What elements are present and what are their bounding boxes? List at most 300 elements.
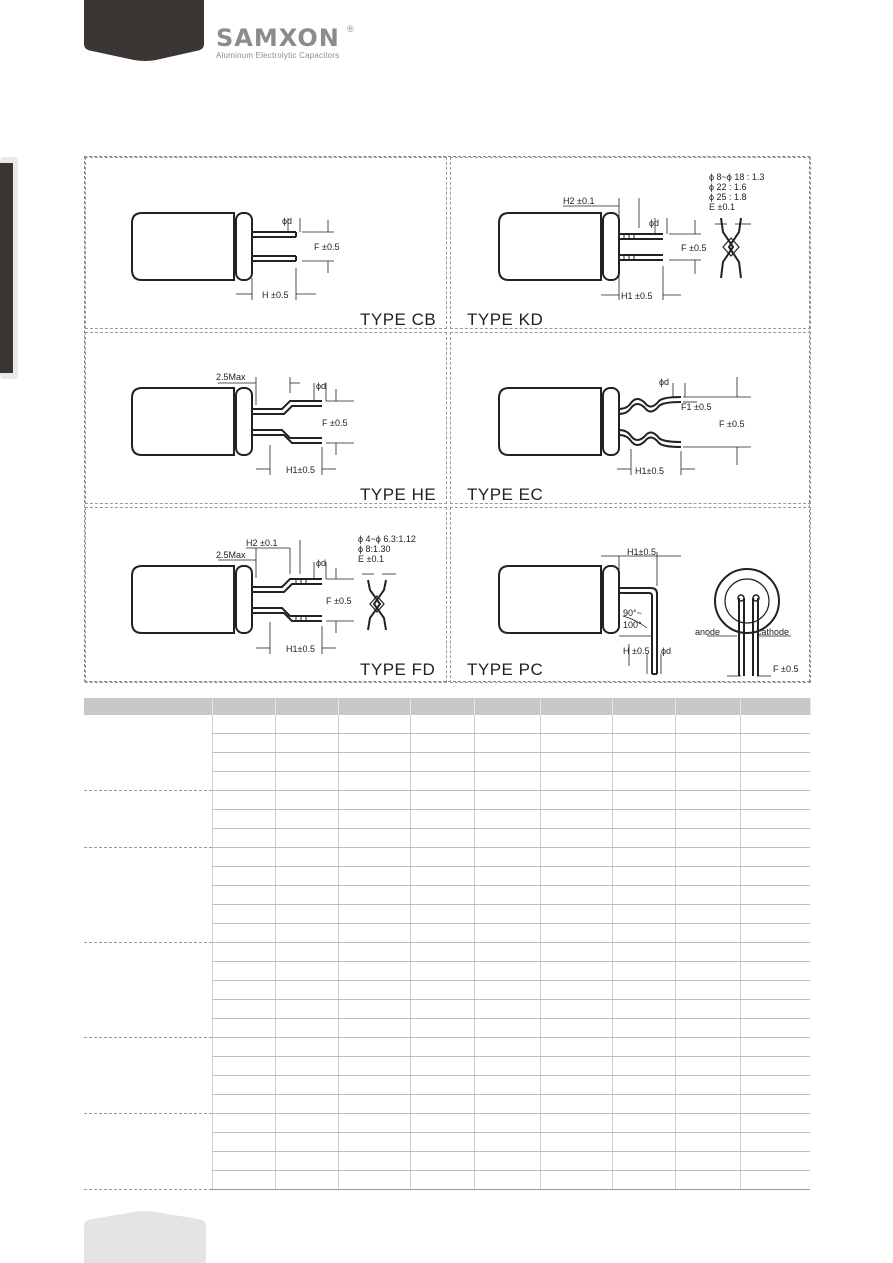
header-tab (84, 0, 204, 64)
table-cell (675, 1000, 740, 1019)
table-cell (338, 734, 410, 753)
table-cell (540, 1076, 612, 1095)
brand-logo (216, 24, 354, 60)
table-cell (410, 1038, 474, 1057)
table-cell (410, 753, 474, 772)
table-cell (212, 962, 275, 981)
table-cell (740, 810, 810, 829)
type-pc-angle-2: 100° (623, 620, 642, 630)
table-cell (740, 1076, 810, 1095)
table-cell (675, 810, 740, 829)
table-cell (675, 772, 740, 791)
table-cell (474, 1076, 540, 1095)
table-cell (740, 1114, 810, 1133)
table-cell (540, 734, 612, 753)
table-cell (612, 943, 675, 962)
table-cell (540, 867, 612, 886)
table-cell (740, 715, 810, 734)
table-cell (338, 1133, 410, 1152)
table-cell (540, 962, 612, 981)
table-cell (212, 1000, 275, 1019)
table-cell (675, 905, 740, 924)
table-cell (338, 886, 410, 905)
table-cell (675, 829, 740, 848)
table-cell (740, 1095, 810, 1114)
table-group-cell (84, 848, 212, 943)
table-cell (212, 753, 275, 772)
table-cell (275, 1038, 338, 1057)
table-cell (740, 924, 810, 943)
table-cell (740, 734, 810, 753)
table-cell (675, 1133, 740, 1152)
table-cell (612, 867, 675, 886)
side-tab (0, 157, 18, 379)
table-header-cell (212, 698, 275, 715)
table-cell (540, 753, 612, 772)
type-fd-phi-d-label: ϕd (316, 558, 327, 568)
table-cell (338, 905, 410, 924)
table-cell (338, 1076, 410, 1095)
table-cell (540, 1095, 612, 1114)
table-cell (740, 1019, 810, 1038)
table-cell (740, 1000, 810, 1019)
table-cell (740, 1057, 810, 1076)
type-cb-f-label: F ±0.5 (314, 242, 340, 252)
table-cell (275, 1171, 338, 1190)
table-cell (338, 772, 410, 791)
type-kd-f-label: F ±0.5 (681, 243, 707, 253)
table-cell (474, 1057, 540, 1076)
table-cell (212, 1076, 275, 1095)
table-cell (275, 753, 338, 772)
type-kd-phi-d-label: ϕd (649, 218, 660, 228)
table-cell (474, 734, 540, 753)
panel-type-cb (85, 157, 447, 329)
table-cell (474, 1152, 540, 1171)
table-cell (275, 1019, 338, 1038)
type-cb-phi-d-label: ϕd (282, 216, 293, 226)
type-ec-f1-label: F1 ±0.5 (681, 402, 712, 412)
type-ec-f-label: F ±0.5 (719, 419, 745, 429)
table-cell (612, 810, 675, 829)
table-cell (338, 848, 410, 867)
table-cell (212, 886, 275, 905)
table-cell (675, 1038, 740, 1057)
table-cell (675, 1152, 740, 1171)
table-cell (612, 734, 675, 753)
table-cell (540, 1057, 612, 1076)
table-cell (675, 886, 740, 905)
table-cell (675, 981, 740, 1000)
table-cell (212, 1133, 275, 1152)
table-cell (212, 1171, 275, 1190)
table-cell (540, 1000, 612, 1019)
table-cell (410, 715, 474, 734)
dimension-table (84, 698, 811, 1190)
type-ec-phi-d-label: ϕd (659, 377, 670, 387)
type-fd-h1-label: H1±0.5 (286, 644, 315, 654)
table-cell (474, 1133, 540, 1152)
table-row (84, 791, 810, 810)
table-cell (612, 848, 675, 867)
table-header-cell (474, 698, 540, 715)
table-cell (740, 1171, 810, 1190)
table-cell (675, 791, 740, 810)
table-cell (338, 829, 410, 848)
table-cell (612, 791, 675, 810)
table-cell (410, 829, 474, 848)
table-cell (540, 848, 612, 867)
type-cb-h-label: H ±0.5 (262, 290, 289, 300)
table-cell (612, 1057, 675, 1076)
table-cell (410, 734, 474, 753)
table-cell (740, 1152, 810, 1171)
table-cell (410, 1152, 474, 1171)
table-cell (212, 1095, 275, 1114)
type-kd-title: TYPE KD (467, 310, 544, 329)
table-row (84, 1038, 810, 1057)
table-cell (740, 848, 810, 867)
table-cell (740, 943, 810, 962)
table-cell (540, 905, 612, 924)
table-cell (740, 962, 810, 981)
table-header-cell (540, 698, 612, 715)
table-cell (540, 981, 612, 1000)
type-kd-note-3: ϕ 25 : 1.8 (709, 192, 747, 202)
table-header-cell (84, 698, 212, 715)
type-he-h1-label: H1±0.5 (286, 465, 315, 475)
type-fd-note-2: ϕ 8:1.30 (358, 544, 391, 554)
table-cell (212, 981, 275, 1000)
table-cell (212, 924, 275, 943)
table-cell (474, 924, 540, 943)
table-cell (410, 1133, 474, 1152)
table-cell (212, 1057, 275, 1076)
table-cell (474, 829, 540, 848)
table-cell (474, 1114, 540, 1133)
table-cell (212, 905, 275, 924)
table-cell (338, 943, 410, 962)
table-cell (338, 1057, 410, 1076)
table-cell (675, 734, 740, 753)
table-cell (540, 791, 612, 810)
table-cell (612, 981, 675, 1000)
type-fd-title: TYPE FD (360, 660, 436, 679)
table-cell (212, 829, 275, 848)
type-ec-drawing (451, 333, 812, 505)
type-pc-f-label: F ±0.5 (773, 664, 799, 674)
table-cell (338, 981, 410, 1000)
table-cell (740, 753, 810, 772)
table-cell (612, 715, 675, 734)
table-cell (612, 772, 675, 791)
table-cell (275, 715, 338, 734)
table-cell (612, 1152, 675, 1171)
table-cell (338, 867, 410, 886)
table-cell (474, 715, 540, 734)
table-cell (675, 1114, 740, 1133)
type-pc-cathode-label: cathode (757, 627, 790, 637)
table-cell (410, 943, 474, 962)
table-row (84, 848, 810, 867)
table-cell (474, 810, 540, 829)
table-cell (338, 1152, 410, 1171)
table-cell (474, 867, 540, 886)
table-cell (612, 829, 675, 848)
table-cell (212, 848, 275, 867)
table-cell (275, 1095, 338, 1114)
type-cb-title: TYPE CB (360, 310, 437, 329)
panel-type-kd (450, 157, 811, 329)
table-cell (338, 791, 410, 810)
table-cell (740, 829, 810, 848)
table-cell (740, 772, 810, 791)
table-cell (212, 1152, 275, 1171)
table-cell (275, 848, 338, 867)
type-kd-e-label: E ±0.1 (709, 202, 735, 212)
table-cell (275, 1000, 338, 1019)
type-he-f-label: F ±0.5 (322, 418, 348, 428)
table-cell (212, 1114, 275, 1133)
table-cell (675, 1171, 740, 1190)
table-cell (675, 1057, 740, 1076)
table-cell (474, 886, 540, 905)
table-cell (474, 1019, 540, 1038)
table-cell (474, 905, 540, 924)
table-cell (410, 924, 474, 943)
type-kd-note-1: ϕ 8~ϕ 18 : 1.3 (709, 172, 765, 182)
table-header-cell (410, 698, 474, 715)
table-cell (275, 791, 338, 810)
table-cell (612, 1133, 675, 1152)
table-cell (612, 905, 675, 924)
table-row (84, 715, 810, 734)
table-cell (675, 924, 740, 943)
table-cell (410, 905, 474, 924)
table-cell (675, 1019, 740, 1038)
table-cell (338, 1019, 410, 1038)
table-cell (612, 1114, 675, 1133)
table-cell (212, 1038, 275, 1057)
table-cell (212, 943, 275, 962)
type-pc-title: TYPE PC (467, 660, 544, 679)
type-cb-drawing (86, 158, 448, 330)
type-kd-note-2: ϕ 22 : 1.6 (709, 182, 747, 192)
table-row (84, 943, 810, 962)
type-kd-h1-label: H1 ±0.5 (621, 291, 653, 301)
table-cell (410, 1000, 474, 1019)
table-cell (338, 962, 410, 981)
table-cell (275, 943, 338, 962)
table-cell (612, 1038, 675, 1057)
table-cell (275, 1057, 338, 1076)
table-cell (740, 981, 810, 1000)
type-kd-h2-label: H2 ±0.1 (563, 196, 595, 206)
type-pc-drawing (451, 508, 812, 684)
table-cell (338, 1000, 410, 1019)
type-kd-drawing (451, 158, 812, 330)
table-cell (338, 715, 410, 734)
table-cell (675, 1076, 740, 1095)
footer-tab (84, 1210, 206, 1263)
panel-type-ec (450, 332, 811, 504)
table-cell (540, 924, 612, 943)
type-fd-note-1: ϕ 4~ϕ 6.3:1.12 (358, 534, 416, 544)
type-fd-e-label: E ±0.1 (358, 554, 384, 564)
table-header-cell (675, 698, 740, 715)
table-header-cell (275, 698, 338, 715)
table-cell (740, 867, 810, 886)
table-cell (675, 1095, 740, 1114)
table-cell (212, 1019, 275, 1038)
table-cell (540, 886, 612, 905)
table-cell (410, 981, 474, 1000)
table-cell (410, 772, 474, 791)
table-cell (338, 1114, 410, 1133)
table-cell (540, 1114, 612, 1133)
lead-type-figure (84, 156, 810, 682)
table-cell (338, 810, 410, 829)
table-cell (540, 1133, 612, 1152)
table-cell (410, 1057, 474, 1076)
table-cell (675, 943, 740, 962)
type-pc-angle-1: 90°~ (623, 608, 642, 618)
table-cell (675, 715, 740, 734)
type-he-phi-d-label: ϕd (316, 381, 327, 391)
table-cell (275, 829, 338, 848)
table-cell (540, 1152, 612, 1171)
type-pc-h1-label: H1±0.5 (627, 547, 656, 557)
table-cell (212, 734, 275, 753)
table-group-cell (84, 1114, 212, 1190)
table-cell (275, 1076, 338, 1095)
table-cell (338, 1095, 410, 1114)
table-group-cell (84, 715, 212, 791)
table-cell (612, 1000, 675, 1019)
table-cell (410, 1114, 474, 1133)
table-cell (474, 848, 540, 867)
table-cell (275, 924, 338, 943)
type-he-title: TYPE HE (360, 485, 437, 504)
table-cell (275, 1114, 338, 1133)
table-cell (275, 1152, 338, 1171)
table-row (84, 1114, 810, 1133)
table-cell (540, 1019, 612, 1038)
table-group-cell (84, 1038, 212, 1114)
table-cell (675, 848, 740, 867)
table-cell (675, 753, 740, 772)
table-cell (474, 981, 540, 1000)
table-cell (612, 1019, 675, 1038)
table-cell (540, 1038, 612, 1057)
table-cell (474, 943, 540, 962)
table-cell (212, 772, 275, 791)
type-fd-drawing (86, 508, 448, 684)
table-group-cell (84, 791, 212, 848)
panel-type-he (85, 332, 447, 504)
table-cell (275, 1133, 338, 1152)
table-cell (212, 791, 275, 810)
table-cell (410, 791, 474, 810)
table-cell (275, 905, 338, 924)
table-cell (212, 715, 275, 734)
table-body (84, 715, 810, 1190)
table-cell (275, 867, 338, 886)
table-cell (540, 715, 612, 734)
table-cell (540, 943, 612, 962)
table-cell (474, 1000, 540, 1019)
type-ec-h1-label: H1±0.5 (635, 466, 664, 476)
table-cell (540, 810, 612, 829)
table-cell (410, 810, 474, 829)
table-header-cell (740, 698, 810, 715)
table-cell (740, 791, 810, 810)
type-he-drawing (86, 333, 448, 505)
table-cell (410, 867, 474, 886)
table-cell (410, 1019, 474, 1038)
table-cell (275, 734, 338, 753)
table-cell (540, 772, 612, 791)
table-group-cell (84, 943, 212, 1038)
type-pc-anode-label: anode (695, 627, 721, 637)
type-fd-f-label: F ±0.5 (326, 596, 352, 606)
brand-name: SAMXON (216, 24, 340, 52)
table-cell (540, 1171, 612, 1190)
registered-mark: ® (347, 24, 354, 34)
table-cell (212, 810, 275, 829)
table-cell (612, 1095, 675, 1114)
table-cell (474, 772, 540, 791)
table-cell (474, 1171, 540, 1190)
table-cell (212, 867, 275, 886)
table-header-row (84, 698, 810, 715)
panel-type-fd (85, 507, 447, 683)
table-header-cell (612, 698, 675, 715)
table-cell (474, 1095, 540, 1114)
table-cell (410, 1095, 474, 1114)
table-cell (612, 1171, 675, 1190)
table-cell (338, 1171, 410, 1190)
table-cell (740, 1133, 810, 1152)
table-cell (675, 867, 740, 886)
table-cell (410, 886, 474, 905)
table-cell (540, 829, 612, 848)
table-cell (612, 924, 675, 943)
table-cell (740, 1038, 810, 1057)
table-cell (474, 1038, 540, 1057)
type-ec-title: TYPE EC (467, 485, 544, 504)
table-cell (338, 924, 410, 943)
panel-type-pc (450, 507, 811, 683)
type-pc-h-label: H ±0.5 (623, 646, 650, 656)
table-cell (612, 753, 675, 772)
table-cell (474, 791, 540, 810)
table-cell (740, 905, 810, 924)
type-fd-h2-label: H2 ±0.1 (246, 538, 278, 548)
table-cell (275, 886, 338, 905)
table-cell (675, 962, 740, 981)
table-cell (410, 962, 474, 981)
table-cell (338, 1038, 410, 1057)
table-cell (410, 1076, 474, 1095)
brand-tagline: Aluminum Electrolytic Capacitors (216, 51, 340, 60)
table-cell (740, 886, 810, 905)
table-cell (474, 753, 540, 772)
table-cell (410, 848, 474, 867)
table-cell (474, 962, 540, 981)
table-cell (612, 1076, 675, 1095)
table-cell (612, 886, 675, 905)
